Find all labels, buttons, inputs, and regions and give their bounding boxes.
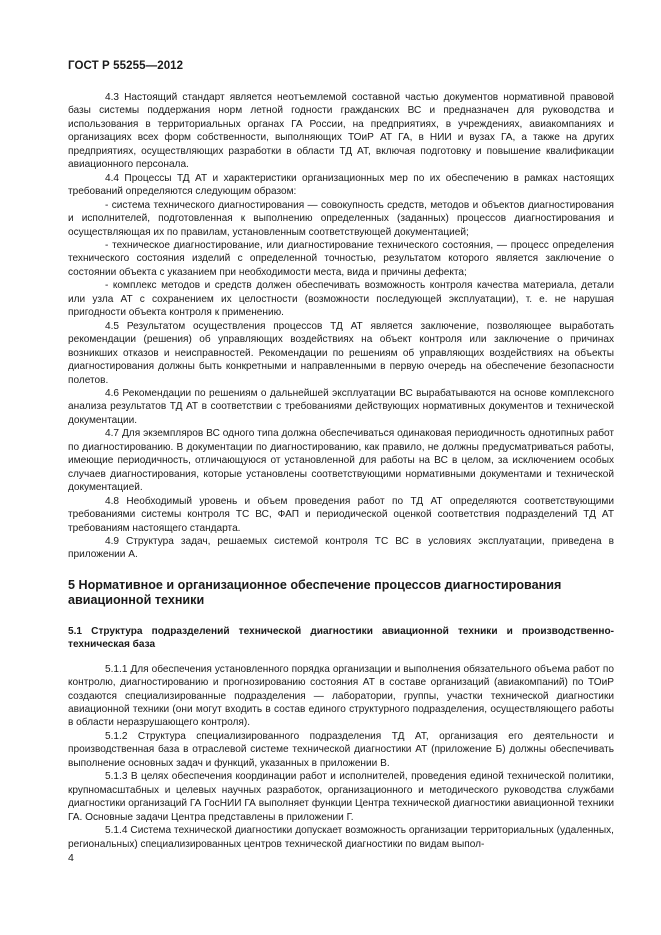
paragraph-4-9: 4.9 Структура задач, решаемых системой контроля ТС ВС в условиях эксплуатации, приведена в приложении А. <box>68 535 614 561</box>
paragraph-5-1-2: 5.1.2 Структура специализированного подразделения ТД АТ, организация его деятельности и производственная база в отраслевой системе технической диагностики АТ (приложение Б) должны обеспечивать выполнение основных задач и функций, указанных в приложении В. <box>68 730 614 769</box>
list-item: - система технического диагностирования — совокупность средств, методов и объектов диагностирования и исполнителей, подготовленная к выполнению определенных (заданных) процессов диагностирования и осуществляющая их по правилам, установленным соответствующей документацией; <box>68 199 614 238</box>
list-item: - комплекс методов и средств должен обеспечивать возможность контроля качества материала, детали или узла АТ с сохранением их целостности (возможности последующей эксплуатации), т. е. не нарушая пригодности объекта контроля к применению. <box>68 280 614 319</box>
list-item: - техническое диагностирование, или диагностирование технического состояния, — процесс определения технического состояния изделий с определенной точностью, результатом которого является заключение о состоянии объекта с указанием при необходимости места, вида и причины дефекта; <box>68 239 614 278</box>
paragraph-5-1-3: 5.1.3 В целях обеспечения координации работ и исполнителей, проведения единой технической политики, крупномасштабных и целевых научных разработок, организационного и методического руководства службами диагностики организаций ГА ГосНИИ ГА выполняет функции Центра технической диагностики авиационной техники ГА. Основные задачи Центра представлены в приложении Г. <box>68 771 614 823</box>
page-number: 4 <box>68 852 74 864</box>
standard-code-header: ГОСТ Р 55255—2012 <box>68 60 184 72</box>
subsection-5-1-heading: 5.1 Структура подразделений технической диагностики авиационной техники и производственно-техническая база <box>68 625 614 651</box>
paragraph-4-4: 4.4 Процессы ТД АТ и характеристики организационных мер по их обеспечению в рамках настоящих требований определяются следующим образом: <box>68 172 614 198</box>
page-body <box>68 91 614 851</box>
paragraph-5-1-1: 5.1.1 Для обеспечения установленного порядка организации и выполнения обязательного объема работ по контролю, диагностированию и прогнозированию состояния АТ в составе организаций (авиакомпаний) по ТОиР создаются специализированные подразделения — лаборатории, группы, участки технической диагностики авиационной техники (они могут входить в состав единого структурного подразделения, осуществляющего работы в области неразрушающего контроля). <box>68 663 614 729</box>
paragraph-4-3: 4.3 Настоящий стандарт является неотъемлемой составной частью документов нормативной правовой базы системы поддержания норм летной годности гражданских ВС и предназначен для руководства и использования в территориальных органах ГА России, на предприятиях, в учреждениях, авиакомпаниях и организациях всех форм собственности, выполняющих ТОиР АТ ГА, в НИИ и вузах ГА, а также на других предприятиях, осуществляющих разработки в области ТД АТ, включая подготовку и повышение квалификации авиационного персонала. <box>68 92 614 171</box>
paragraph-5-1-4: 5.1.4 Система технической диагностики допускает возможность организации территориальных (удаленных, региональных) специализированных центров технической диагностики по видам выпол- <box>68 825 614 850</box>
paragraph-4-8: 4.8 Необходимый уровень и объем проведения работ по ТД АТ определяются соответствующими требованиями системы контроля ТС ВС, ФАП и периодической оценкой соответствия подразделений ТД АТ требованиям настоящего стандарта. <box>68 495 614 534</box>
section-5-heading: 5 Нормативное и организационное обеспечение процессов диагностирования авиационной техники <box>68 577 562 608</box>
paragraph-4-5: 4.5 Результатом осуществления процессов ТД АТ является заключение, позволяющее выработать рекомендации (решения) об управляющих воздействиях на объект контроля или заключение о причинах возникших отказов и неисправностей. Рекомендации по решениям об управляющих воздействиях на объекты диагностирования должны быть конкретными и направленными в первую очередь на обеспечение безопасности полетов. <box>68 320 614 386</box>
paragraph-4-7: 4.7 Для экземпляров ВС одного типа должна обеспечиваться одинаковая периодичность однотипных работ по диагностированию. В документации по диагностированию, как правило, не должны предусматриваться работы, имеющие периодичность, отличающуюся от установленной для работы на ВС в целом, за исключением особых случаев диагностирования, которые установлены соответствующими нормативными документами и технической документацией. <box>68 428 614 494</box>
paragraph-4-6: 4.6 Рекомендации по решениям о дальнейшей эксплуатации ВС вырабатываются на основе комплексного анализа результатов ТД АТ в соответствии с требованиями действующих нормативных документов и технической документации. <box>68 387 614 426</box>
